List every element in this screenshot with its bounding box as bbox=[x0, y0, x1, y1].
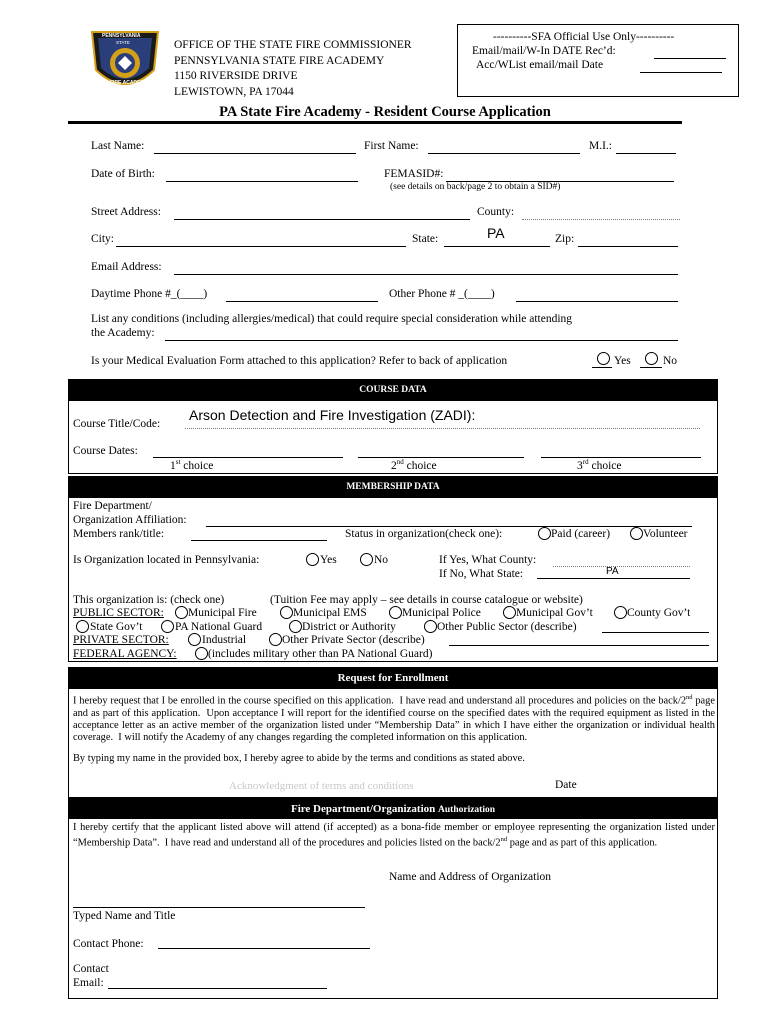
in-pa-no-radio[interactable] bbox=[360, 553, 373, 566]
state-gov-radio[interactable] bbox=[76, 620, 89, 633]
medical-no-label: No bbox=[663, 355, 678, 367]
course-title-label: Course Title/Code: bbox=[73, 418, 161, 430]
org-name-address-label: Name and Address of Organization bbox=[389, 871, 552, 883]
official-use-line2: Email/mail/W-In DATE Rec’d: bbox=[472, 45, 616, 57]
date-received-line[interactable] bbox=[654, 58, 726, 59]
dob-label: Date of Birth: bbox=[91, 168, 155, 180]
in-pa-yes-label: Yes bbox=[320, 554, 337, 566]
city-field[interactable] bbox=[116, 246, 406, 247]
address-line: LEWISTOWN, PA 17044 bbox=[174, 85, 294, 98]
enrollment-header: Request for Enrollment bbox=[68, 667, 718, 689]
muni-police-radio[interactable] bbox=[389, 606, 402, 619]
choice-2-label: 2nd choice bbox=[391, 458, 437, 472]
district-radio[interactable] bbox=[289, 620, 302, 633]
county-gov-label: County Gov’t bbox=[627, 607, 691, 619]
paid-label: Paid (career) bbox=[551, 528, 611, 540]
muni-police-label: Municipal Police bbox=[402, 607, 481, 619]
acknowledgment-input[interactable]: Acknowledgment of terms and conditions bbox=[229, 780, 414, 792]
zip-field[interactable] bbox=[578, 246, 678, 247]
contact-email-label: Email: bbox=[73, 977, 104, 989]
typed-name-label: Typed Name and Title bbox=[73, 910, 176, 922]
course-data-header: COURSE DATA bbox=[68, 379, 718, 401]
medical-yes-line bbox=[592, 367, 612, 368]
dept-label-2: Organization Affiliation: bbox=[73, 514, 187, 526]
industrial-label: Industrial bbox=[202, 634, 247, 646]
day-phone-label: Daytime Phone #_(____) bbox=[91, 288, 208, 300]
street-field[interactable] bbox=[174, 219, 470, 220]
street-label: Street Address: bbox=[91, 206, 161, 218]
rank-field[interactable] bbox=[191, 540, 327, 541]
what-county-field[interactable] bbox=[553, 566, 690, 567]
pa-guard-label: PA National Guard bbox=[175, 621, 263, 633]
choice-3-label: 3rd choice bbox=[577, 458, 622, 472]
medical-no-line bbox=[640, 367, 662, 368]
in-pa-label: Is Organization located in Pennsylvania: bbox=[73, 554, 260, 566]
tuition-note: (Tuition Fee may apply – see details in course catalogue or website) bbox=[270, 594, 583, 606]
volunteer-label: Volunteer bbox=[643, 528, 688, 540]
femasid-label: FEMASID#: bbox=[384, 168, 444, 180]
public-sector-label: PUBLIC SECTOR: bbox=[73, 607, 164, 619]
state-gov-label: State Gov’t bbox=[90, 621, 143, 633]
district-label: District or Authority bbox=[302, 621, 396, 633]
contact-email-field[interactable] bbox=[108, 988, 327, 989]
private-sector-label: PRIVATE SECTOR: bbox=[73, 634, 169, 646]
state-value[interactable]: PA bbox=[487, 225, 505, 241]
muni-ems-label: Municipal EMS bbox=[293, 607, 367, 619]
official-use-title: ----------SFA Official Use Only---------- bbox=[493, 31, 675, 43]
course-dates-label: Course Dates: bbox=[73, 445, 138, 457]
other-private-radio[interactable] bbox=[269, 633, 282, 646]
what-state-field[interactable] bbox=[537, 578, 690, 579]
what-state-label: If No, What State: bbox=[439, 568, 524, 580]
other-private-field[interactable] bbox=[449, 645, 709, 646]
status-label: Status in organization(check one): bbox=[345, 528, 503, 540]
mi-label: M.I.: bbox=[589, 140, 612, 152]
official-date-line[interactable] bbox=[640, 72, 722, 73]
county-gov-radio[interactable] bbox=[614, 606, 627, 619]
mi-field[interactable] bbox=[616, 153, 676, 154]
date-label: Date bbox=[555, 779, 577, 791]
enrollment-agree-text: By typing my name in the provided box, I hereby agree to abide by the terms and conditions as stated above. bbox=[73, 753, 525, 764]
federal-agency-label: FEDERAL AGENCY: bbox=[73, 648, 177, 660]
medical-yes-label: Yes bbox=[614, 355, 631, 367]
what-state-value[interactable]: PA bbox=[606, 566, 619, 577]
first-name-field[interactable] bbox=[428, 153, 580, 154]
course-title-value[interactable]: Arson Detection and Fire Investigation (ZADI): bbox=[189, 407, 476, 423]
address-line: 1150 RIVERSIDE DRIVE bbox=[174, 70, 298, 82]
dob-field[interactable] bbox=[166, 181, 358, 182]
official-use-line3: Acc/WList email/mail Date bbox=[476, 59, 604, 71]
femasid-note: (see details on back/page 2 to obtain a SID#) bbox=[390, 182, 561, 192]
contact-label: Contact bbox=[73, 963, 109, 975]
course-title-field bbox=[185, 428, 700, 429]
conditions-label: List any conditions (including allergies/medical) that could require special consideration while attending bbox=[91, 313, 573, 325]
enrollment-text: I hereby request that I be enrolled in the course specified on this application. I have read and understand all procedures and policies on the back/2nd page and as part of this application. Upon acceptance I will report for the identified course on the specified dates with the required equipment as listed in the acceptance letter as an active member of the organization listed under “Membership Data” in which I have either the organization or individual health coverage. I will notify the Academy of any changes regarding the completed information on this application. bbox=[73, 694, 715, 744]
dept-label: Fire Department/ bbox=[73, 500, 152, 512]
last-name-field[interactable] bbox=[154, 153, 356, 154]
authorization-header bbox=[68, 798, 718, 819]
other-private-label: Other Private Sector (describe) bbox=[282, 634, 425, 646]
logo-text-mid: STATE bbox=[116, 40, 130, 45]
other-phone-field[interactable] bbox=[516, 301, 678, 302]
state-field[interactable] bbox=[444, 246, 550, 247]
last-name-label: Last Name: bbox=[91, 140, 145, 152]
in-pa-yes-radio[interactable] bbox=[306, 553, 319, 566]
pa-guard-radio[interactable] bbox=[161, 620, 174, 633]
volunteer-radio[interactable] bbox=[630, 527, 643, 540]
contact-phone-label: Contact Phone: bbox=[73, 938, 144, 950]
title-underline bbox=[68, 121, 682, 124]
medical-no-radio[interactable] bbox=[645, 352, 658, 365]
county-field[interactable] bbox=[522, 219, 680, 220]
paid-radio[interactable] bbox=[538, 527, 551, 540]
county-label: County: bbox=[477, 206, 515, 218]
address-line: OFFICE OF THE STATE FIRE COMMISSIONER bbox=[174, 39, 412, 51]
medical-yes-radio[interactable] bbox=[597, 352, 610, 365]
academy-logo bbox=[90, 30, 160, 96]
muni-gov-radio[interactable] bbox=[503, 606, 516, 619]
muni-ems-radio[interactable] bbox=[280, 606, 293, 619]
course-date-2-field[interactable] bbox=[358, 457, 524, 458]
federal-desc: (includes military other than PA National Guard) bbox=[208, 648, 433, 660]
first-name-label: First Name: bbox=[364, 140, 419, 152]
muni-gov-label: Municipal Gov’t bbox=[516, 607, 593, 619]
day-phone-field[interactable] bbox=[226, 301, 378, 302]
other-public-label: Other Public Sector (describe) bbox=[437, 621, 577, 633]
org-type-label: This organization is: (check one) bbox=[73, 594, 225, 606]
state-label: State: bbox=[412, 233, 439, 245]
authorization-text: I hereby certify that the applicant listed above will attend (if accepted) as a bona-fide member or employee representing the organization listed under “Membership Data”. I have read and understand all of the procedures and policies listed on the back/2nd page and as part of this application. bbox=[73, 822, 715, 849]
industrial-radio[interactable] bbox=[188, 633, 201, 646]
contact-phone-field[interactable] bbox=[158, 948, 370, 949]
email-field[interactable] bbox=[174, 274, 678, 275]
conditions-field[interactable] bbox=[165, 340, 678, 341]
conditions-label-2: the Academy: bbox=[91, 327, 155, 339]
address-line: PENNSYLVANIA STATE FIRE ACADEMY bbox=[174, 54, 385, 67]
other-public-field[interactable] bbox=[602, 632, 709, 633]
authorization-header-a: Fire Department/Organization bbox=[290, 803, 436, 815]
official-use-box bbox=[457, 24, 739, 97]
muni-fire-label: Municipal Fire bbox=[188, 607, 257, 619]
choice-1-label: 1st choice bbox=[170, 458, 214, 472]
federal-radio[interactable] bbox=[195, 647, 208, 660]
email-label: Email Address: bbox=[91, 261, 162, 273]
muni-fire-radio[interactable] bbox=[175, 606, 188, 619]
page-title: PA State Fire Academy - Resident Course Application bbox=[219, 104, 551, 120]
dept-field[interactable] bbox=[206, 526, 692, 527]
what-county-label: If Yes, What County: bbox=[439, 554, 537, 566]
authorization-header-b: Authorization bbox=[438, 805, 496, 815]
in-pa-no-label: No bbox=[374, 554, 389, 566]
medical-question: Is your Medical Evaluation Form attached to this application? Refer to back of application bbox=[91, 355, 508, 367]
logo-text-top: PENNSYLVANIA bbox=[102, 33, 141, 39]
office-address bbox=[174, 38, 412, 100]
logo-text-bottom: FIRE ACADEMY bbox=[110, 80, 148, 86]
city-label: City: bbox=[91, 233, 115, 245]
zip-label: Zip: bbox=[555, 233, 575, 245]
other-phone-label: Other Phone # _(____) bbox=[389, 288, 495, 300]
membership-data-header: MEMBERSHIP DATA bbox=[68, 476, 718, 498]
rank-label: Members rank/title: bbox=[73, 528, 165, 540]
other-public-radio[interactable] bbox=[424, 620, 437, 633]
signature-line[interactable] bbox=[73, 907, 365, 908]
